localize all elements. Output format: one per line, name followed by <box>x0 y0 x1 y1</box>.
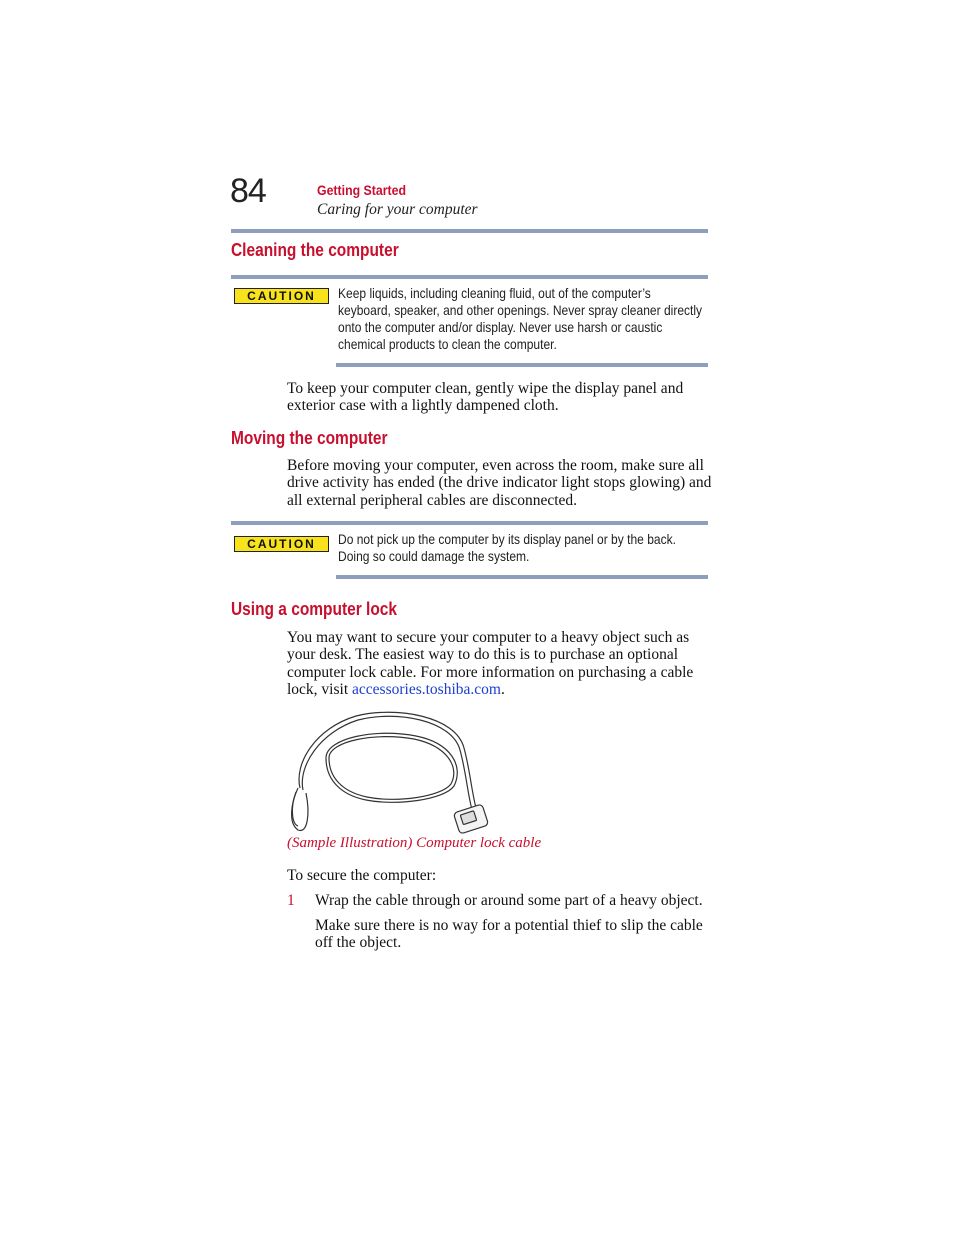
step-number: 1 <box>287 892 295 909</box>
caution-line: Do not pick up the computer by its display panel or by the back. <box>338 531 676 547</box>
header-rule <box>231 229 708 233</box>
text-line: Make sure there is no way for a potential thief to slip the cable <box>315 917 703 934</box>
heading-moving: Moving the computer <box>231 428 388 448</box>
heading-lock: Using a computer lock <box>231 599 398 619</box>
moving-paragraph <box>287 457 717 509</box>
caution-badge: CAUTION <box>234 536 329 552</box>
caution-rule-bottom <box>336 575 708 579</box>
step-text: Wrap the cable through or around some part of a heavy object. <box>315 892 703 909</box>
text-line: exterior case with a lightly dampened cloth. <box>287 397 559 415</box>
accessories-link[interactable]: accessories.toshiba.com <box>352 680 501 698</box>
caution-badge: CAUTION <box>234 288 329 304</box>
text-line: all external peripheral cables are disconnected. <box>287 491 578 509</box>
text-fragment: . <box>500 680 505 698</box>
page-number: 84 <box>230 172 266 210</box>
text-line: To keep your computer clean, gently wipe the display panel and <box>287 380 684 397</box>
caution-rule-top <box>231 521 708 525</box>
illustration-caption: (Sample Illustration) Computer lock cable <box>287 835 542 851</box>
heading-cleaning: Cleaning the computer <box>231 240 399 260</box>
caution-rule-bottom <box>336 363 708 367</box>
lock-paragraph <box>287 629 717 698</box>
text-line <box>287 681 717 698</box>
section-subtitle: Caring for your computer <box>317 201 478 218</box>
caution-text <box>338 285 708 353</box>
cleaning-paragraph <box>287 380 707 415</box>
caution-line: chemical products to clean the computer. <box>338 336 557 352</box>
text-line: You may want to secure your computer to a heavy object such as <box>287 629 690 646</box>
text-line: your desk. The easiest way to do this is to purchase an optional <box>287 646 679 664</box>
text-line: drive activity has ended (the drive indicator light stops glowing) and <box>287 474 712 492</box>
lock-head <box>453 804 488 834</box>
cable-loop <box>292 712 476 830</box>
caution-line: onto the computer and/or display. Never use harsh or caustic <box>338 319 663 335</box>
step-note <box>315 917 735 952</box>
lock-cable-illustration <box>286 708 496 836</box>
caution-line: keyboard, speaker, and other openings. Never spray cleaner directly <box>338 302 703 318</box>
secure-intro: To secure the computer: <box>287 867 437 884</box>
caution-line: Keep liquids, including cleaning fluid, out of the computer’s <box>338 285 651 301</box>
text-fragment: lock, visit <box>287 680 353 698</box>
caution-line: Doing so could damage the system. <box>338 548 530 564</box>
text-line: off the object. <box>315 934 402 952</box>
caution-text <box>338 531 708 565</box>
text-line: computer lock cable. For more information on purchasing a cable <box>287 663 694 681</box>
caution-rule-top <box>231 275 708 279</box>
chapter-title: Getting Started <box>317 182 406 198</box>
text-line: Before moving your computer, even across the room, make sure all <box>287 457 704 474</box>
